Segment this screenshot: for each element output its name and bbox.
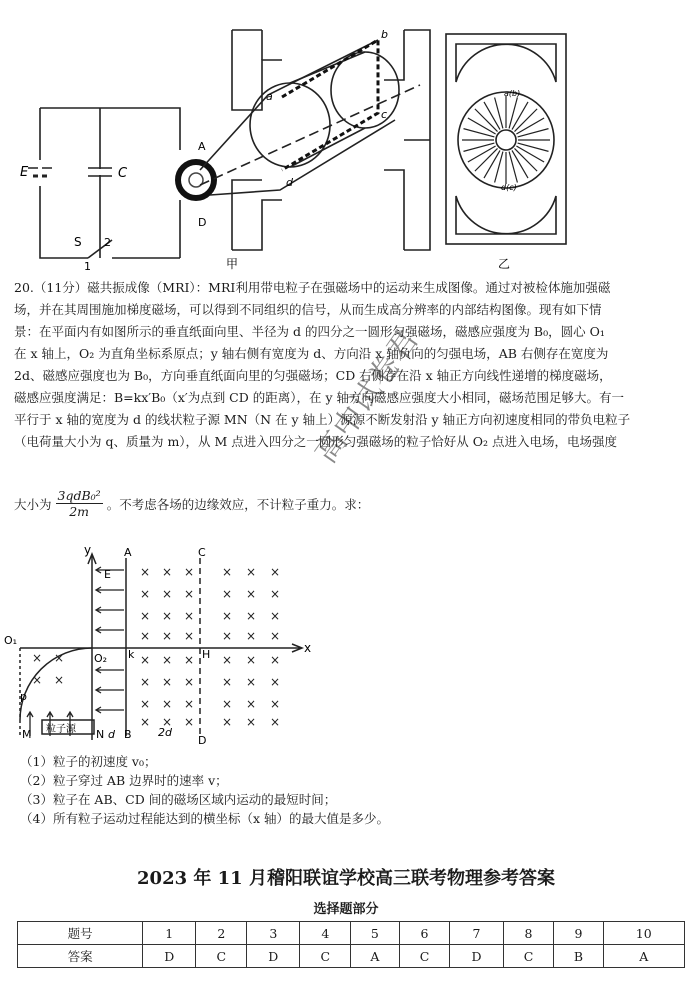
question-1: （1）粒子的初速度 v₀； [20,754,157,769]
field-cross: × [270,697,281,711]
field-arrow [495,152,503,183]
field-cross: × [270,587,281,601]
field-cross: × [222,675,233,689]
field-cross: × [162,587,173,601]
field-cross: × [184,715,195,729]
field-cross: × [162,653,173,667]
field-cross: × [140,653,151,667]
label-c: c [381,108,388,121]
answer-cell: D [450,945,503,968]
field-cross: × [140,697,151,711]
label-M: M [22,728,32,741]
field-cross: × [222,587,233,601]
field-cross: × [246,675,257,689]
field-cross: × [222,697,233,711]
answer-cell: D [247,945,300,968]
field-cross: × [32,673,43,687]
label-source: 粒子源 [46,724,76,735]
answer-subtitle: 选择题部分 [313,902,379,917]
efield-arrow [96,607,124,613]
answer-cell: D [143,945,196,968]
label-E: E [104,568,111,581]
number-cell: 7 [450,922,503,945]
table-row-numbers [18,922,685,945]
problem-line: 磁感应强度满足：B=kx′B₀（x′为点到 CD 的距离），在 y 轴方向磁感应强度大小相同，磁场范围足够大。有一 [14,390,624,405]
field-cross: × [184,609,195,623]
answer-cell: C [399,945,450,968]
label-d: d [108,728,115,741]
field-arrow [463,143,494,151]
label-k: k [128,648,135,661]
field-cross: × [222,609,233,623]
field-cross: × [140,629,151,643]
label-a-b: a(b) [504,89,521,98]
field-cross: × [54,673,65,687]
caption-jia: 甲 [226,257,239,270]
field-cross: × [184,565,195,579]
problem-line: 景：在平面内有如图所示的垂直纸面向里、半径为 d 的四分之一圆形匀强磁场，磁感应强度为 B₀，圆心 O₁ [14,324,605,339]
number-cell: 9 [554,922,603,945]
field-cross: × [162,609,173,623]
field-cross: × [246,609,257,623]
field-cross: × [184,587,195,601]
field-cross: × [246,587,257,601]
field-arrow [495,97,503,128]
field-arrow [463,129,494,137]
answer-cell: C [503,945,554,968]
label-H: H [202,648,211,661]
label-N: N [96,728,105,741]
field-cross: × [270,609,281,623]
field-cross: × [222,653,233,667]
label-p: p [20,690,27,703]
field-cross: × [162,565,173,579]
problem-line: 20.（11分）磁共振成像（MRI）：MRI利用带电粒子在强磁场中的运动来生成图像。通过对被检体施加强磁 [14,280,611,295]
answer-cell: A [351,945,399,968]
efield-arrow [96,707,124,713]
number-cell: 2 [196,922,247,945]
caption-yi: 乙 [498,257,511,270]
problem-line: 在 x 轴上，O₂ 为直角坐标系原点；y 轴右侧有宽度为 d、方向沿 x 轴负向的匀强电场，AB 右侧存在宽度为 [14,346,609,361]
row-label-answer: 答案 [18,945,143,968]
label-O1: O₁ [4,634,18,647]
field-cross: × [162,675,173,689]
watermark: 高中试卷君 [308,322,427,470]
problem-line: 平行于 x 轴的宽度为 d 的线状粒子源 MN（N 在 y 轴上）源源不断发射沿 y 轴正方向初速度相同的带负电粒子 [14,412,631,427]
answer-cell: A [603,945,684,968]
field-cross: × [270,629,281,643]
label-d-c: d(c) [501,183,517,192]
answer-cell: C [196,945,247,968]
fraction-denominator: 2m [69,504,89,519]
field-cross: × [222,715,233,729]
label-B: B [124,728,132,741]
number-cell: 3 [247,922,300,945]
field-arrow [509,152,517,183]
efield-suffix: 。不考虑各场的边缘效应，不计粒子重力。求： [106,496,370,512]
label-pos2: 2 [104,236,111,249]
field-cross: × [246,565,257,579]
figure-field-regions [0,540,340,750]
label-S: S [74,235,82,249]
label-C: C [118,166,128,181]
field-cross: × [184,697,195,711]
field-cross: × [270,653,281,667]
axis-x-label: x [304,641,312,655]
field-cross: × [270,715,281,729]
field-cross: × [246,715,257,729]
problem-line: （电荷量大小为 q、质量为 m），从 M 点进入四分之一圆形匀强磁场的粒子恰好从 O₂ 点进入电场，电场强度 [14,434,618,449]
field-cross: × [184,653,195,667]
field-cross: × [222,565,233,579]
field-cross: × [162,629,173,643]
field-cross: × [162,715,173,729]
answer-table [17,921,685,968]
efield-prefix: 大小为 [14,496,52,512]
question-2: （2）粒子穿过 AB 边界时的速率 v； [20,773,228,788]
answer-title: 2023 年 11 月稽阳联谊学校高三联考物理参考答案 [137,868,555,889]
label-2d: 2d [158,726,172,739]
efield-arrow [96,687,124,693]
field-cross: × [32,651,43,665]
figure-mri-apparatus [0,0,692,270]
efield-arrow [96,667,124,673]
field-cross: × [140,675,151,689]
answer-cell: B [554,945,603,968]
label-A: A [124,546,132,559]
field-arrow [518,143,549,151]
axis-y-label: y [84,543,92,557]
field-cross: × [162,697,173,711]
label-d: d [286,176,293,189]
field-arrow [518,129,549,137]
label-a: a [266,90,273,103]
field-cross: × [184,675,195,689]
field-cross: × [140,715,151,729]
efield-arrow [96,627,124,633]
label-A: A [198,140,206,153]
field-cross: × [140,565,151,579]
label-D: D [198,734,207,747]
question-list [20,752,389,828]
label-E: E [20,165,29,180]
label-pos1: 1 [84,260,91,270]
question-4: （4）所有粒子运动过程能达到的横坐标（x 轴）的最大值是多少。 [20,811,389,826]
number-cell: 5 [351,922,399,945]
field-cross: × [270,565,281,579]
field-cross: × [140,587,151,601]
answer-cell: C [300,945,351,968]
field-cross: × [184,629,195,643]
row-label-number: 题号 [18,922,143,945]
problem-line: 2d、磁感应强度也为 B₀，方向垂直纸面向里的匀强磁场；CD 右侧存在沿 x 轴正方向线性递增的梯度磁场， [14,368,612,383]
efield-fraction [56,488,103,519]
fraction-numerator: 3qdB₀² [57,488,101,503]
number-cell: 6 [399,922,450,945]
field-cross: × [246,653,257,667]
problem-line: 场，并在其周围施加梯度磁场，可以得到不同组织的信号，从而生成高分辨率的内部结构图像。现有如下情 [14,302,602,317]
label-O2: O₂ [94,652,108,665]
number-cell: 4 [300,922,351,945]
field-arrow [509,97,517,128]
field-cross: × [222,629,233,643]
field-cross: × [54,651,65,665]
field-cross: × [246,629,257,643]
number-cell: 1 [143,922,196,945]
label-C: C [198,546,206,559]
field-cross: × [140,609,151,623]
field-cross: × [246,697,257,711]
label-D: D [198,216,207,229]
question-3: （3）粒子在 AB、CD 间的磁场区域内运动的最短时间； [20,792,337,807]
number-cell: 8 [503,922,554,945]
table-row-answers [18,945,685,968]
label-b: b [381,28,388,41]
efield-arrow [96,587,124,593]
field-cross: × [270,675,281,689]
problem-last-line [14,488,369,519]
number-cell: 10 [603,922,684,945]
